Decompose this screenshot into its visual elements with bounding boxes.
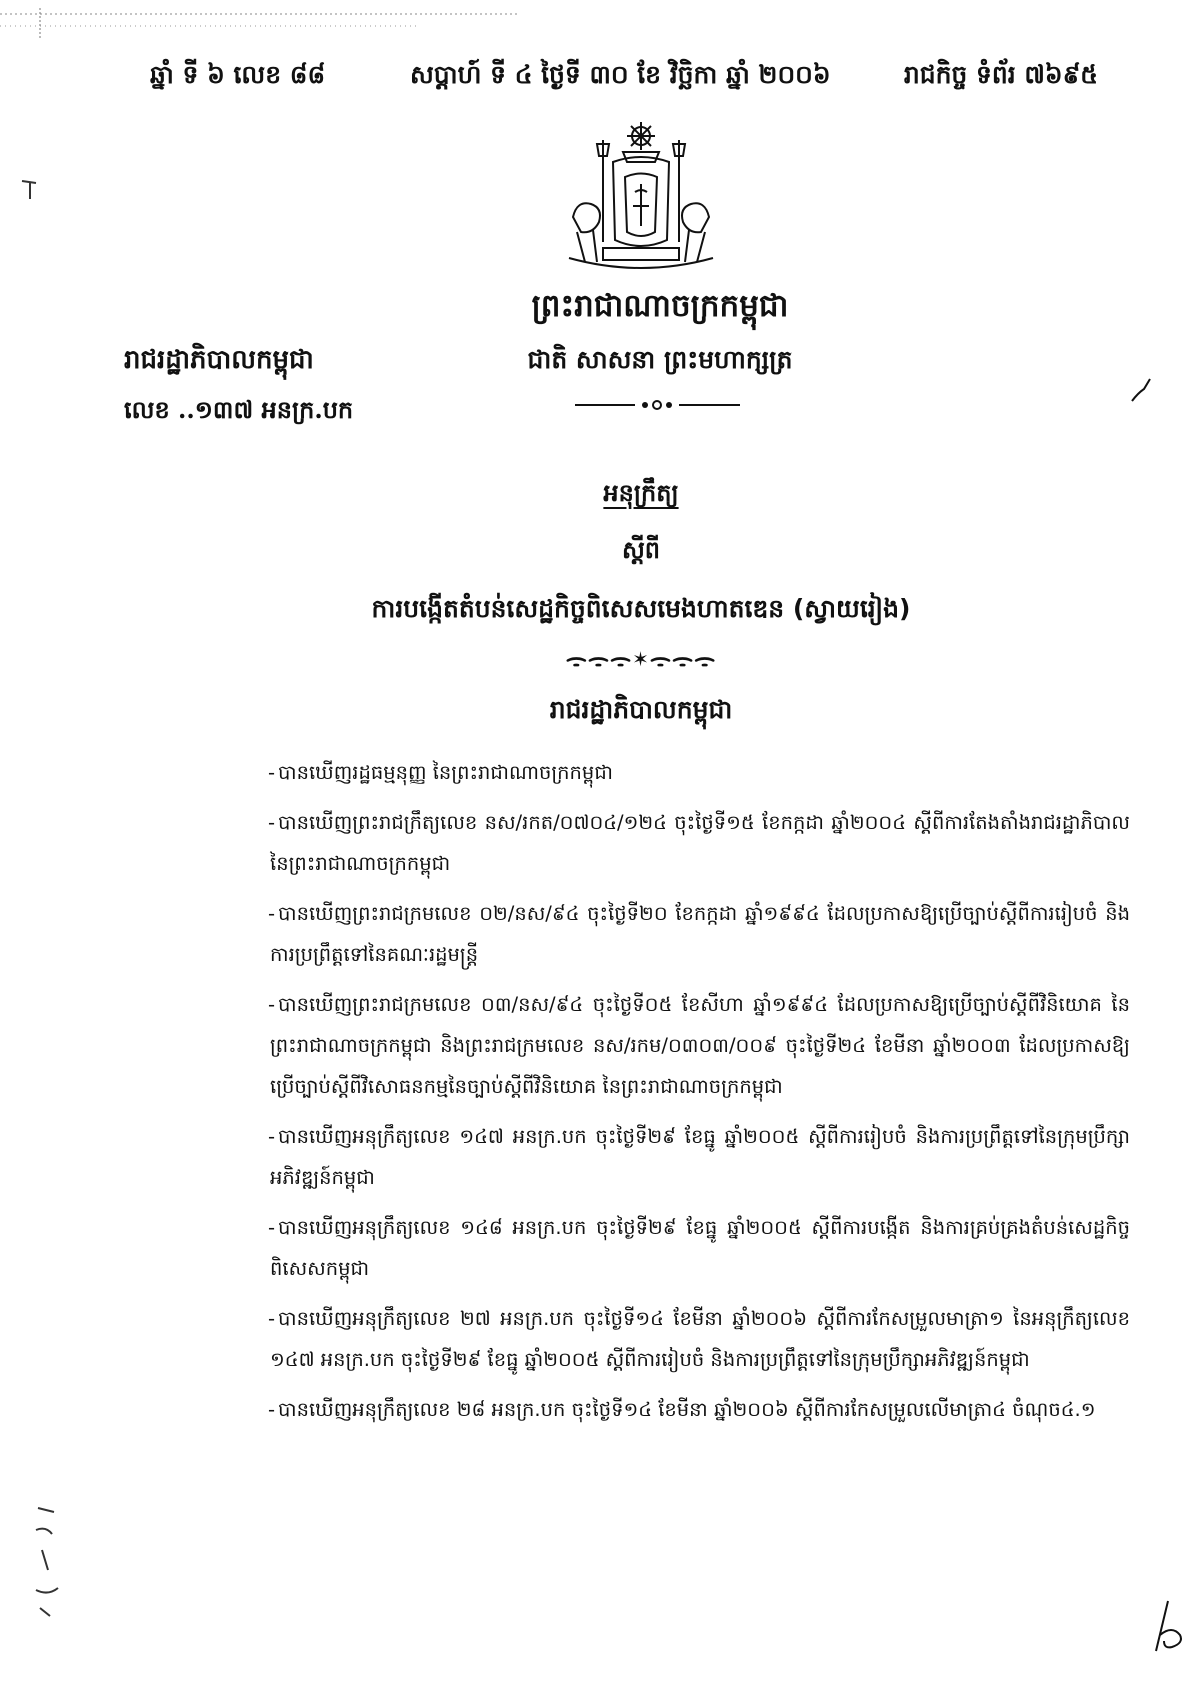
divider-ornament-icon [575, 395, 740, 415]
pen-mark-icon [1128, 375, 1158, 405]
list-item: - បានឃើញអនុក្រឹត្យលេខ ២៧ អនក្រ.បក ចុះថ្ងៃទី១៤ ខែមីនា ឆ្នាំ២០០៦ ស្តីពីការកែសម្រួលមាត្រា១ នៃអនុក្រឹត្យលេខ ១៤៧ អនក្រ.បក ចុះថ្ងៃទី២៩ ខែធ្នូ ឆ្នាំ២០០៥ ស្តីពីការរៀបចំ និងការប្រព្រឹត្តទៅនៃក្រុមប្រឹក្សាអភិវឌ្ឍន៍កម្ពុជា [268, 1307, 1130, 1371]
issuing-authority: រាជរដ្ឋាភិបាលកម្ពុជា [549, 695, 733, 724]
list-item: - បានឃើញរដ្ឋធម្មនុញ្ញ នៃព្រះរាជាណាចក្រកម្ពុជា [268, 761, 613, 784]
document-type [0, 478, 1198, 513]
issue-date: សប្តាហ៍ ទី ៤ ថ្ងៃទី ៣០ ខែ វិច្ឆិកា ឆ្នាំ ២០០៦ [410, 60, 831, 89]
scan-artifact-icon [28, 1500, 78, 1620]
list-item: - បានឃើញព្រះរាជក្រមលេខ ០៣/នស/៩៤ ចុះថ្ងៃទី០៥ ខែសីហា ឆ្នាំ១៩៩៤ ដែលប្រកាសឱ្យប្រើច្បាប់ស្តីពីវិនិយោគ នៃព្រះរាជាណាចក្រកម្ពុជា និងព្រះរាជក្រមលេខ នស/រកម/០៣០៣/០០៩ ចុះថ្ងៃទី២៤ ខែមីនា ឆ្នាំ២០០៣ ដែលប្រកាសឱ្យប្រើច្បាប់ស្តីពីវិសោធនកម្មនៃច្បាប់ស្តីពីវិនិយោគ នៃព្រះរាជាណាចក្រកម្ពុជា [268, 993, 1130, 1098]
initials-signature-icon [1150, 1595, 1190, 1655]
government-name: រាជរដ្ឋាភិបាលកម្ពុជា [124, 345, 314, 375]
national-motto: ជាតិ សាសនា ព្រះមហាក្សត្រ [527, 345, 793, 374]
document-subject: ការបង្កើតតំបន់សេដ្ឋកិច្ចពិសេសមេងហាតឌេន (ស្វាយរៀង) [371, 594, 911, 623]
list-item: - បានឃើញអនុក្រឹត្យលេខ ២៨ អនក្រ.បក ចុះថ្ងៃទី១៤ ខែមីនា ឆ្នាំ២០០៦ ស្តីពីការកែសម្រួលលើមាត្រា៤ ចំណុច៤.១ [268, 1398, 1096, 1421]
list-item: - បានឃើញអនុក្រឹត្យលេខ ១៤៧ អនក្រ.បក ចុះថ្ងៃទី២៩ ខែធ្នូ ឆ្នាំ២០០៥ ស្តីពីការរៀបចំ និងការប្រព្រឹត្តទៅនៃក្រុមប្រឹក្សាអភិវឌ្ឍន៍កម្ពុជា [268, 1125, 1130, 1189]
list-item: - បានឃើញអនុក្រឹត្យលេខ ១៤៨ អនក្រ.បក ចុះថ្ងៃទី២៩ ខែធ្នូ ឆ្នាំ២០០៥ ស្តីពីការបង្កើត និងការគ្រប់គ្រងតំបន់សេដ្ឋកិច្ចពិសេសកម្ពុជា [268, 1216, 1130, 1280]
page-number: រាជកិច្ច ទំព័រ ៧៦៩៥ [903, 60, 1098, 89]
list-item: - បានឃើញព្រះរាជក្រមលេខ ០២/នស/៩៤ ចុះថ្ងៃទី២០ ខែកក្កដា ឆ្នាំ១៩៩៤ ដែលប្រកាសឱ្យប្រើច្បាប់ស្តីពីការរៀបចំ និងការប្រព្រឹត្តទៅនៃគណៈរដ្ឋមន្ត្រី [268, 902, 1130, 966]
ornament-divider: ᯙᯙᯙ✶ᯙᯙᯙ [565, 647, 717, 671]
document-type-label: អនុក្រឹត្យ [603, 479, 679, 507]
scan-artifact-icon [18, 175, 48, 205]
kingdom-name: ព្រះរាជាណាចក្រកម្ពុជា [531, 288, 789, 324]
issue-number: ឆ្នាំ ទី ៦ លេខ ៨៨ [150, 60, 326, 89]
preamble-clauses [270, 752, 1130, 1439]
scan-artifact-icon [0, 8, 520, 38]
document-about: ស្តីពី [621, 536, 661, 564]
reference-number: លេខ ..១៣៧ អនក្រ.បក [124, 395, 354, 424]
royal-coat-of-arms-icon [563, 122, 719, 278]
list-item: - បានឃើញព្រះរាជក្រឹត្យលេខ នស/រកត/០៧០៤/១២៤ ចុះថ្ងៃទី១៥ ខែកក្កដា ឆ្នាំ២០០៤ ស្តីពីការតែងតាំងរាជរដ្ឋាភិបាល នៃព្រះរាជាណាចក្រកម្ពុជា [268, 811, 1130, 875]
